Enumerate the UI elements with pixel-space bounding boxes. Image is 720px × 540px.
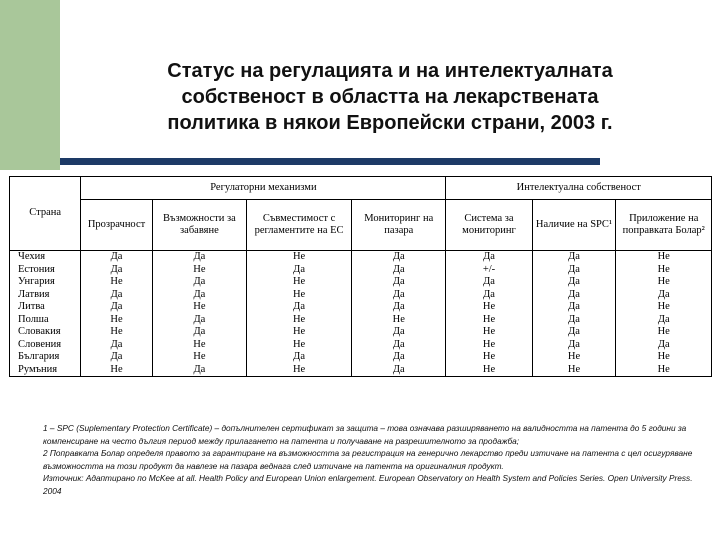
group-ip: Интелектуална собственост — [446, 177, 712, 200]
table-cell: Да — [568, 338, 580, 350]
country-list — [10, 251, 81, 377]
table-cell: Не — [567, 351, 581, 362]
table-cell: Да — [392, 363, 405, 375]
delay-values — [152, 251, 246, 377]
table-cell: Не — [193, 338, 206, 350]
table-cell: Да — [293, 351, 305, 362]
table-cell: Да — [392, 263, 405, 275]
table-cell: Да — [293, 301, 305, 312]
table-cell: Да — [110, 301, 123, 312]
table-cell: Не — [392, 313, 405, 325]
column-header-row — [10, 200, 712, 251]
table-cell: Да — [110, 351, 123, 362]
table-cell: Румъния — [18, 363, 58, 375]
table-cell: Не — [657, 276, 670, 287]
header-transparency: Прозрачност — [81, 200, 152, 251]
table-cell: Да — [568, 276, 580, 287]
table-cell: Не — [482, 301, 496, 312]
data-row — [10, 251, 712, 377]
table-cell: Да — [392, 338, 405, 350]
table-cell: Не — [292, 288, 306, 300]
table-cell: Не — [482, 363, 496, 375]
table-cell: Да — [568, 263, 580, 275]
transparency-values — [81, 251, 152, 377]
header-monitoring-system: Система за мониторинг — [446, 200, 532, 251]
table-cell: Не — [292, 313, 306, 325]
bolar-values — [616, 251, 712, 377]
table-cell: Да — [193, 276, 206, 287]
table-cell: Не — [657, 363, 670, 375]
table-cell: Не — [292, 276, 306, 287]
table-cell: Не — [110, 363, 123, 375]
table-cell: Не — [657, 326, 670, 337]
table-cell: Не — [657, 351, 670, 362]
header-market-monitoring: Мониторинг на пазара — [352, 200, 446, 251]
table-cell: Да — [193, 363, 206, 375]
table-cell: Да — [293, 263, 305, 275]
title-line-3: политика в някои Европейски страни, 2003 г. — [167, 112, 613, 134]
table-cell: Не — [193, 351, 206, 362]
table-cell: Да — [392, 288, 405, 300]
table-cell: Да — [392, 326, 405, 337]
table-cell: Не — [482, 326, 496, 337]
table-cell: Не — [110, 276, 123, 287]
table-cell: Не — [482, 338, 496, 350]
table-cell: Да — [193, 313, 206, 325]
title-line-1: Статус на регулацията и на интелектуалната — [167, 60, 613, 82]
table-cell: Да — [392, 276, 405, 287]
table-cell: Не — [193, 301, 206, 312]
eu-compat-values — [247, 251, 352, 377]
table-cell: Да — [568, 326, 580, 337]
table-cell: Не — [657, 251, 670, 262]
table-cell: Да — [193, 326, 206, 337]
table-cell: Полша — [18, 313, 49, 325]
table-cell: Не — [657, 301, 670, 312]
slide-title — [60, 58, 720, 136]
table-cell: Не — [292, 338, 306, 350]
table-cell: Да — [657, 338, 670, 350]
header-delay: Възможности за забавяне — [152, 200, 246, 251]
table-cell: Да — [483, 251, 495, 262]
spc-values — [532, 251, 616, 377]
table-cell: Да — [110, 263, 123, 275]
title-line-2: собственост в областта на лекарствената — [181, 86, 599, 108]
table-cell: Да — [483, 276, 495, 287]
table-cell: Да — [110, 338, 123, 350]
table-cell: Не — [292, 251, 306, 262]
table-cell: Естония — [18, 263, 55, 275]
table-cell: Да — [483, 288, 495, 300]
table-cell: Латвия — [18, 288, 50, 300]
footnote-spc: 1 – SPC (Suplementary Protection Certificate) – допълнителен сертификат за защита – това означава разширяването на валидността на патента до 5 години за компенсиране на често дългия период между прилагането на патента и получаване на разрешителното за продажба; — [43, 423, 687, 446]
table-cell: Да — [392, 351, 405, 362]
table-cell: Не — [482, 313, 496, 325]
group-regulatory: Регулаторни механизми — [81, 177, 446, 200]
table-cell: България — [18, 351, 60, 362]
table-cell: Да — [568, 251, 580, 262]
table-cell: Да — [657, 288, 670, 300]
table-cell: Да — [568, 288, 580, 300]
footnotes — [43, 422, 713, 498]
regulation-status-table — [9, 176, 712, 377]
title-underline — [60, 158, 600, 165]
table-cell: Да — [110, 288, 123, 300]
table-cell: Да — [568, 301, 580, 312]
footnote-bolar: 2 Поправката Болар определя правото за гарантиране на възможността за регистрация на генерично лекарство преди изтичане на патента с цел осигуряване възможността на този продукт да навлезе на пазара веднага след изтичане на патента на оригиналния продукт. — [43, 448, 693, 471]
table-cell: Не — [482, 351, 496, 362]
header-bolar: Приложение на поправката Болар² — [616, 200, 712, 251]
table-cell: Да — [657, 313, 670, 325]
group-header-row — [10, 177, 712, 200]
table-cell: Да — [568, 313, 580, 325]
table-cell: Да — [193, 251, 206, 262]
monitoring-system-values — [446, 251, 532, 377]
header-eu-compat: Съвместимост с регламентите на ЕС — [247, 200, 352, 251]
header-country: Страна — [10, 177, 81, 251]
table-cell: Не — [657, 263, 670, 275]
table-cell: Не — [292, 363, 306, 375]
table-cell: Литва — [18, 301, 45, 312]
table-cell: +/- — [482, 263, 496, 275]
table-cell: Чехия — [18, 251, 46, 262]
table-cell: Словакия — [18, 326, 61, 337]
table-cell: Не — [292, 326, 306, 337]
table-cell: Не — [110, 326, 123, 337]
table-cell: Да — [193, 288, 206, 300]
table-cell: Да — [392, 251, 405, 262]
table-cell: Да — [110, 251, 123, 262]
table-cell: Не — [110, 313, 123, 325]
table-cell: Словения — [18, 338, 62, 350]
header-spc: Наличие на SPC¹ — [532, 200, 616, 251]
table-cell: Не — [567, 363, 581, 375]
table-cell: Да — [392, 301, 405, 312]
footnote-source: Източник: Адаптирано по McKee at all. Health Policy and European Union enlargement. European Observatory on Health System and Policies Series. Open University Press. 2004 — [43, 473, 693, 496]
table-cell: Унгария — [18, 276, 55, 287]
table-cell: Не — [193, 263, 206, 275]
market-monitoring-values — [352, 251, 446, 377]
